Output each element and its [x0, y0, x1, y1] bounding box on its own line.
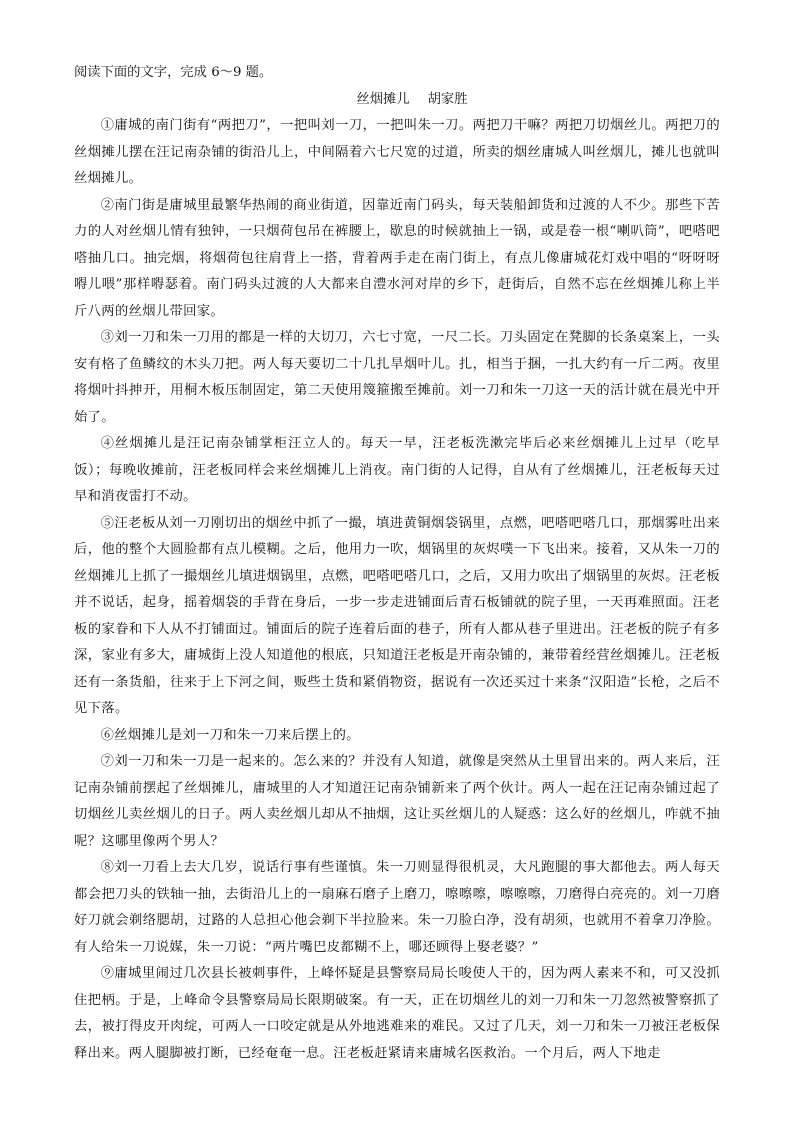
paragraph-7: ⑦刘一刀和朱一刀是一起来的。怎么来的？并没有人知道，就像是突然从土里冒出来的。两人来后，汪记南杂铺前摆起了丝烟摊儿，庸城里的人才知道汪记南杂铺新来了两个伙计。两人一起在汪记南杂铺过起了切烟丝儿卖丝烟儿的日子。两人卖丝烟儿却从不抽烟，这让买丝烟儿的人疑惑：这么好的丝烟儿，咋就不抽呢？这哪里像两个男人？	[74, 754, 720, 849]
paragraph-6: ⑥丝烟摊儿是刘一刀和朱一刀来后摆上的。	[100, 727, 360, 743]
paragraph-8: ⑧刘一刀看上去大几岁，说话行事有些谨慎。朱一刀则显得很机灵，大凡跑腿的事大都他去。两人每天都会把刀头的铁轴一抽，去街沿儿上的一扇麻石磨子上磨刀，嚓嚓嚓，嚓嚓嚓，刀磨得白亮亮的。刘一刀磨好刀就会剃络腮胡，过路的人总担心他会剃下半拉脸来。朱一刀脸白净，没有胡须，也就用不着拿刀净脸。有人给朱一刀说媒，朱一刀说：“两片嘴巴皮都糊不上，哪还顾得上娶老婆？”	[74, 860, 720, 955]
paragraph-4: ④丝烟摊儿是汪记南杂铺掌柜汪立人的。每天一早，汪老板洗漱完毕后必来丝烟摊儿上过早（吃早饭）；每晚收摊前，汪老板同样会来丝烟摊儿上消夜。南门街的人记得，自从有了丝烟摊儿，汪老板每天过早和消夜雷打不动。	[74, 436, 720, 504]
article-heading	[74, 87, 720, 114]
paragraph-2: ②南门街是庸城里最繁华热闹的商业街道，因靠近南门码头，每天装船卸货和过渡的人不少。那些下苦力的人对丝烟儿情有独钟，一只烟荷包吊在裤腰上，歇息的时候就抽上一锅，或是卷一根“喇叭筒”，吧嗒吧嗒抽几口。抽完烟，将烟荷包往肩背上一搭，背着两手走在南门街上，有点儿像庸城花灯戏中唱的“呀呀呀嘚儿喂”那样嘚瑟着。南门码头过渡的人大都来自澧水河对岸的乡下，赶街后，自然不忘在丝烟摊儿称上半斤八两的丝烟儿带回家。	[74, 197, 720, 319]
article-title: 丝烟摊儿	[356, 91, 410, 107]
paragraph-1: ①庸城的南门街有“两把刀”，一把叫刘一刀，一把叫朱一刀。两把刀干嘛？两把刀切烟丝儿。两把刀的丝烟摊儿摆在汪记南杂铺的街沿儿上，中间隔着六七尺宽的过道，所卖的烟丝庸城人叫丝烟儿，摊儿也就叫丝烟摊儿。	[74, 118, 720, 186]
article-author: 胡家胜	[427, 91, 468, 107]
document-page	[74, 60, 720, 1067]
reading-instruction: 阅读下面的文字，完成 6～9 题。	[74, 65, 273, 80]
paragraph-9: ⑨庸城里闹过几次县长被刺事件，上峰怀疑是县警察局局长唆使人干的，因为两人素来不和，可又没抓住把柄。于是，上峰命令县警察局局长限期破案。有一天，正在切烟丝儿的刘一刀和朱一刀忽然被警察抓了去，被打得皮开肉绽，可两人一口咬定就是从外地逃难来的难民。又过了几天，刘一刀和朱一刀被汪老板保释出来。两人腿脚被打断，已经奄奄一息。汪老板赶紧请来庸城名医救治。一个月后，两人下地走	[74, 966, 720, 1061]
paragraph-3: ③刘一刀和朱一刀用的都是一样的大切刀，六七寸宽，一尺二长。刀头固定在凳脚的长条桌案上，一头安有格了鱼鳞纹的木头刀把。两人每天要切二十几扎旱烟叶儿。扎，相当于捆，一扎大约有一斤二两。夜里将烟叶抖抻开，用桐木板压制固定，第二天使用篾箍搬至摊前。刘一刀和朱一刀这一天的活计就在晨光中开始了。	[74, 330, 720, 425]
paragraph-5: ⑤汪老板从刘一刀刚切出的烟丝中抓了一撮，填进黄铜烟袋锅里，点燃，吧嗒吧嗒几口，那烟雾吐出来后，他的整个大圆脸都有点儿模糊。之后，他用力一吹，烟锅里的灰烬噗一下飞出来。接着，又从朱一刀的丝烟摊儿上抓了一撮烟丝儿填进烟锅里，点燃，吧嗒吧嗒几口，之后，又用力吹出了烟锅里的灰烬。汪老板并不说话，起身，摇着烟袋的手背在身后，一步一步走进铺面后青石板铺就的院子里，一天再难照面。汪老板的家眷和下人从不打铺面过。铺面后的院子连着后面的巷子，所有人都从巷子里进出。汪老板的院子有多深，家业有多大，庸城街上没人知道他的根底，只知道汪老板是开南杂铺的，兼带着经营丝烟摊儿。汪老板还有一条货船，往来于上下河之间，贩些土货和紧俏物资，据说有一次还买过十来条“汉阳造”长枪，之后不见下落。	[74, 515, 720, 716]
